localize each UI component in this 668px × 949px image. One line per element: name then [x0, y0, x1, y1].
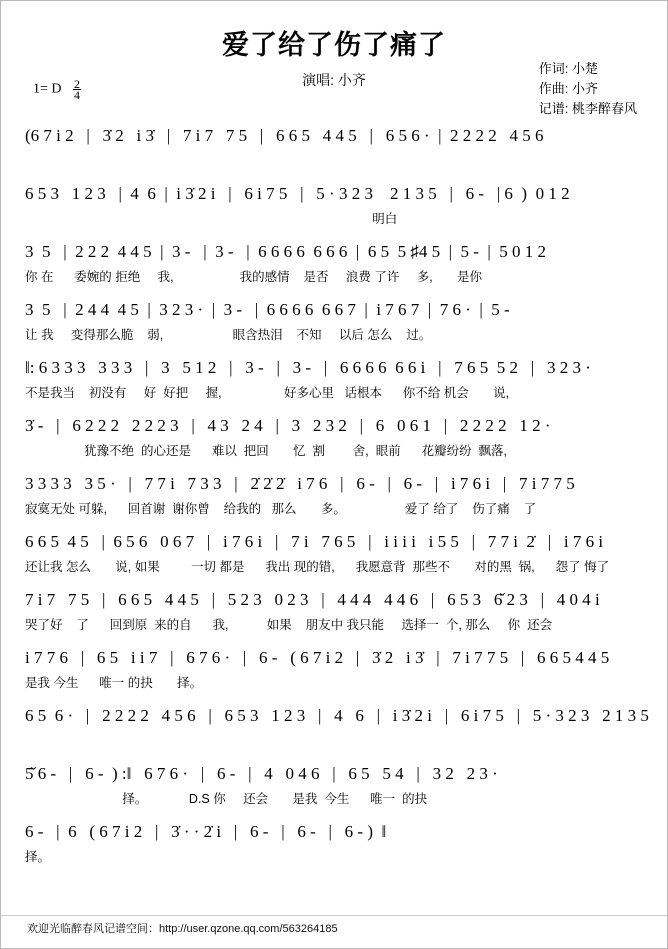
score-line [1, 413, 668, 471]
notation-row: 3 3 3 3 3 5 · | 7 7 i 7 3 3 | 2̇ 2̇ 2̇ i 7 6 | 6 - | 6 - | i 7 6 i | 7 i 7 7 5 [25, 474, 575, 493]
lyrics-row [25, 731, 651, 751]
lyrics-row: 哭了好 了 回到原 来的自 我, 如果 朋友中 我只能 选择一 个, 那么 你 还会 [25, 618, 553, 632]
lyricist-credit: 作词: 小楚 [538, 61, 598, 76]
notation-row: (6 7 i 2 | 3̇ 2 i 3̇ | 7 i 7 7 5 | 6 6 5 4 4 5 | 6 5 6 · | 2 2 2 2 4 5 6 [25, 126, 544, 145]
key-label: 1= D [33, 81, 62, 97]
notation-row: 3̇ - | 6 2 2 2 2 2 2 3 | 4 3 2 4 | 3 2 3 2 | 6 0 6 1 | 2 2 2 2 1 2 · [25, 416, 551, 435]
lyrics-row: 还让我 怎么 说, 如果 一切 都是 我出 现的错, 我愿意背 那些不 对的黑 锅, 怨了 悔了 [25, 560, 610, 574]
composer-credit: 作曲: 小齐 [538, 81, 598, 96]
page-title: 爱了给了伤了痛了 [222, 30, 446, 60]
notation-row: ‖: 6 3 3 3 3 3 3 | 3 5 1 2 | 3 - | 3 - | 6 6 6 6 6 6 i | 7 6 5 5 2 | 3 2 3 · [25, 358, 591, 377]
score-line [1, 297, 668, 355]
score-line [1, 587, 668, 645]
score-line [1, 761, 668, 819]
lyrics-row: 让 我 变得那么脆 弱, 眼含热泪 不知 以后 怎么 过。 [25, 328, 432, 342]
score-line [1, 645, 668, 703]
notation-row: 6 5 3 1 2 3 | 4 6 | i 3̇ 2 i | 6 i 7 5 | 5 · 3 2 3 2 1 3 5 | 6 - | 6 ) 0 1 2 [25, 184, 570, 203]
score-body [1, 123, 668, 877]
notation-row: 6 - | 6 ( 6 7 i 2 | 3̇ · · 2̇ i | 6 - | 6 - | 6 - ) ‖ [25, 822, 387, 841]
credits-block [539, 59, 637, 119]
score-line [1, 819, 668, 877]
key-signature [33, 79, 81, 100]
notation-row: 3 5 | 2 2 2 4 4 5 | 3 - | 3 - | 6 6 6 6 6 6 6 | 6 5 5 ♯4 5 | 5 - | 5 0 1 2 [25, 242, 547, 261]
lyrics-row: 寂寞无处 可躲, 回首谢 谢你曾 给我的 那么 多。 爱了 给了 伤了痛 了 [25, 502, 537, 516]
lyrics-row: 犹豫不绝 的心还是 难以 把回 忆 割 舍, 眼前 花瓣纷纷 飘落, [25, 444, 507, 458]
lyrics-row: 你 在 委婉的 拒绝 我, 我的感情 是否 浪费 了许 多, 是你 [25, 270, 482, 284]
score-line [1, 123, 668, 181]
score-line [1, 703, 668, 761]
notation-row: 6 6 5 4 5 | 6 5 6 0 6 7 | i 7 6 i | 7 i 7 6 5 | i i i i i 5 5 | 7 7 i 2̇ | i 7 6 i [25, 532, 604, 551]
lyrics-row: 是我 今生 唯一 的抉 择。 [25, 676, 203, 690]
lyrics-row: 明白 [25, 212, 398, 226]
score-line [1, 355, 668, 413]
lyrics-row: 择。 D.S 你 还会 是我 今生 唯一 的抉 [25, 792, 428, 806]
time-signature-numerator: 2 [74, 77, 81, 91]
notation-row: 5̌ 6 - | 6 - ) :‖ 6 7 6 · | 6 - | 4 0 4 6 | 6 5 5 4 | 3 2 2 3 · [25, 764, 498, 783]
notator-credit: 记谱: 桃李醉春风 [538, 101, 637, 116]
singer-credit: 演唱: 小齐 [302, 72, 366, 88]
notation-row: 6 5 6 · | 2 2 2 2 4 5 6 | 6 5 3 1 2 3 | 4 6 | i 3̇ 2 i | 6 i 7 5 | 5 · 3 2 3 2 1 3 5 [25, 706, 649, 725]
time-signature-denominator: 4 [74, 88, 81, 102]
lyrics-row: 不是我当 初没有 好 好把 握, 好多心里 话根本 你不给 机会 说, [25, 386, 510, 400]
footer-note: 欢迎光临醉春风记谱空间：http://user.qzone.qq.com/563264185 [27, 923, 338, 935]
lyrics-row: 择。 [25, 850, 51, 864]
notation-row: 3 5 | 2 4 4 4 5 | 3 2 3 · | 3 - | 6 6 6 6 6 6 7 | i 7 6 7 | 7 6 · | 5 - [25, 300, 510, 319]
time-signature [73, 79, 81, 100]
notation-row: i 7 7 6 | 6 5 i i 7 | 6 7 6 · | 6 - ( 6 7 i 2 | 3̇ 2 i 3̇ | 7 i 7 7 5 | 6 6 5 4 4 5 [25, 648, 610, 667]
footer-divider [1, 915, 667, 916]
score-line [1, 239, 668, 297]
lyrics-row [25, 151, 651, 171]
notation-row: 7 i 7 7 5 | 6 6 5 4 4 5 | 5 2 3 0 2 3 | 4 4 4 4 4 6 | 6 5 3 6̌ 2 3 | 4 0 4 i [25, 590, 600, 609]
score-line [1, 181, 668, 239]
score-line [1, 471, 668, 529]
score-line [1, 529, 668, 587]
